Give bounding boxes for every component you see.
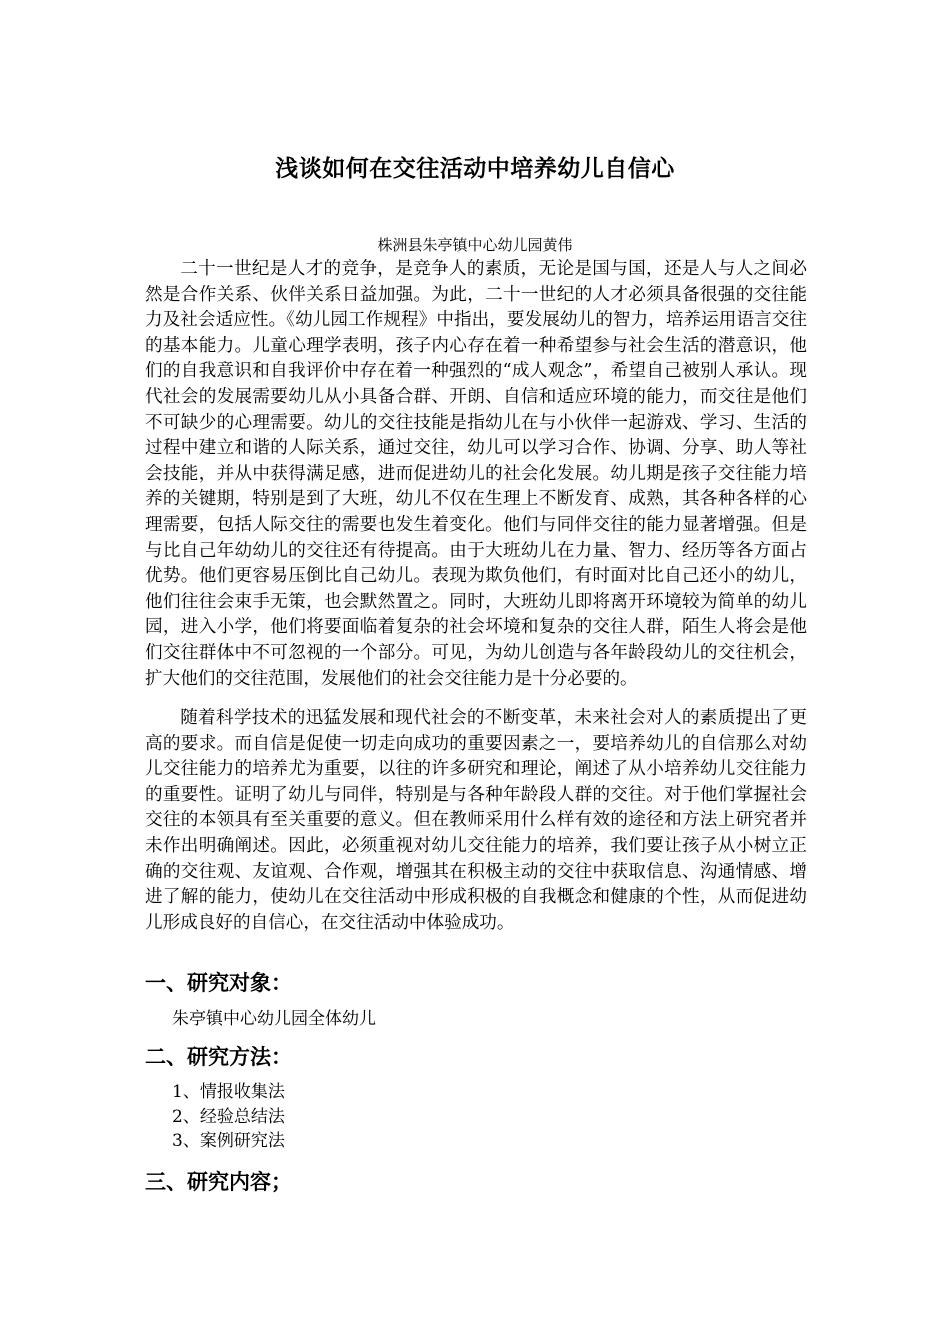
- author-line: 株洲县朱亭镇中心幼儿园黄伟: [377, 236, 573, 254]
- page-title: 浅谈如何在交往活动中培养幼儿自信心: [275, 156, 675, 182]
- section-heading-subject: 一、研究对象：: [145, 971, 292, 995]
- paragraph-intro: 二十一世纪是人才的竞争，是竞争人的素质，无论是国与国，还是人与人之间必然是合作关系、伙伴关系日益加强。为此，二十一世纪的人才必须具备很强的交往能力及社会适应性。《幼儿园工作规程》中指出，要发展幼儿的智力，培养运用语言交往的基本能力。儿童心理学表明，孩子内心存在着一种希望参与社会生活的潜意识，他们的自我意识和自我评价中存在着一种强烈的“成人观念”，希望自己被别人承认。现代社会的发展需要幼儿从小具备合群、开朗、自信和适应环境的能力，而交往是他们不可缺少的心理需要。幼儿的交往技能是指幼儿在与小伙伴一起游戏、学习、生活的过程中建立和谐的人际关系，通过交往，幼儿可以学习合作、协调、分享、助人等社会技能，并从中获得满足感，进而促进幼儿的社会化发展。幼儿期是孩子交往能力培养的关键期，特别是到了大班，幼儿不仅在生理上不断发育、成熟，其各种各样的心理需要，包括人际交往的需要也发生着变化。他们与同伴交往的能力显著增强。但是与比自己年幼幼儿的交往还有待提高。由于大班幼儿在力量、智力、经历等各方面占优势。他们更容易压倒比自己幼儿。表现为欺负他们，有时面对比自己还小的幼儿，他们往往会束手无策，也会默然置之。同时，大班幼儿即将离开环境较为简单的幼儿园，进入小学，他们将要面临着复杂的社会坏境和复杂的交往人群，陌生人将会是他们交往群体中不可忽视的一个部分。可见，为幼儿创造与各年龄段幼儿的交往机会，扩大他们的交往范围，发展他们的社会交往能力是十分必要的。: [145, 259, 807, 689]
- subject-text: 朱亭镇中心幼儿园全体幼儿: [172, 1009, 376, 1029]
- list-item: 1、情报收集法: [172, 1082, 285, 1102]
- methods-list: [172, 1080, 285, 1154]
- section-heading-methods: 二、研究方法：: [145, 1045, 292, 1069]
- list-item: 2、经验总结法: [172, 1106, 285, 1127]
- list-item: 3、案例研究法: [172, 1131, 285, 1151]
- section-heading-content: 三、研究内容；: [145, 1170, 292, 1194]
- paragraph-background: 随着科学技术的迅猛发展和现代社会的不断变革，未来社会对人的素质提出了更高的要求。而自信是促使一切走向成功的重要因素之一，要培养幼儿的自信那么对幼儿交往能力的培养尤为重要，以往的许多研究和理论，阐述了从小培养幼儿交往能力的重要性。证明了幼儿与同伴，特别是与各种年龄段人群的交往。对于他们掌握社会交往的本领具有至关重要的意义。但在教师采用什么样有效的途径和方法上研究者并未作出明确阐述。因此，必须重视对幼儿交往能力的培养，我们要让孩子从小树立正确的交往观、友谊观、合作观，增强其在积极主动的交往中获取信息、沟通情感、增进了解的能力，使幼儿在交往活动中形成积极的自我概念和健康的个性，从而促进幼儿形成良好的自信心，在交往活动中体验成功。: [145, 708, 807, 933]
